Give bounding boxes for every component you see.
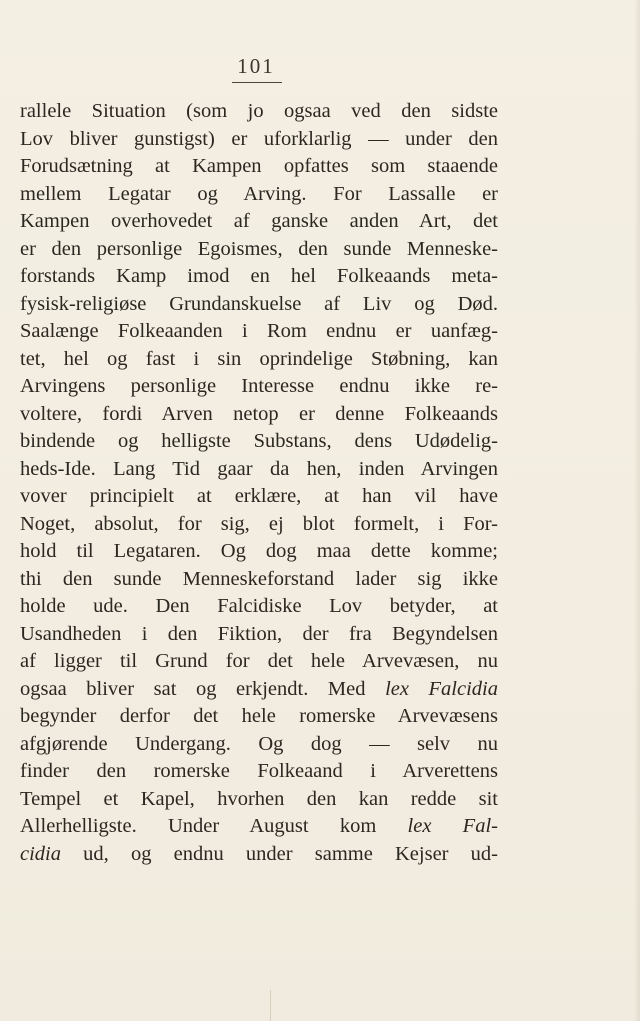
text-line	[20, 98, 498, 126]
text-segment: ud, og endnu under samme Kejser ud-	[61, 842, 498, 865]
text-segment: begynder derfor det hele romerske Arvevæsens	[20, 705, 498, 727]
text-line	[20, 208, 498, 236]
text-line	[20, 676, 498, 704]
text-segment: finder den romerske Folkeaand i Arverettens	[20, 760, 498, 782]
text-segment: Arvingens personlige Interesse endnu ikke re-	[20, 375, 498, 397]
text-line	[20, 153, 498, 181]
text-line	[20, 538, 498, 566]
text-line	[20, 621, 498, 649]
text-line	[20, 511, 498, 539]
text-segment: tet, hel og fast i sin oprindelige Støbning, kan	[20, 347, 498, 370]
text-segment: er den personlige Egoismes, den sunde Menneske-	[20, 237, 498, 260]
text-line	[20, 841, 498, 869]
text-line	[20, 648, 498, 676]
text-line	[20, 428, 498, 456]
text-segment: voltere, fordi Arven netop er denne Folkeaands	[20, 402, 498, 425]
page-number-rule	[232, 82, 282, 83]
text-line	[20, 373, 498, 401]
text-line	[20, 703, 498, 731]
text-segment: fysisk-religiøse Grundanskuelse af Liv og Død.	[20, 292, 498, 315]
text-segment: Tempel et Kapel, hvorhen den kan redde sit	[20, 787, 498, 810]
text-line	[20, 236, 498, 264]
text-line	[20, 181, 498, 209]
text-line	[20, 263, 498, 291]
text-segment: Allerhelligste. Under August kom	[20, 815, 408, 837]
text-segment: rallele Situation (som jo ogsaa ved den sidste	[20, 100, 498, 122]
text-line	[20, 346, 498, 374]
text-line	[20, 786, 498, 814]
text-segment: Noget, absolut, for sig, ej blot formelt, i For-	[20, 512, 498, 535]
text-segment: vover principielt at erklære, at han vil have	[20, 485, 498, 507]
text-segment: ogsaa bliver sat og erkjendt. Med	[20, 677, 386, 700]
text-segment: hold til Legataren. Og dog maa dette komme;	[20, 540, 498, 562]
text-segment: heds-Ide. Lang Tid gaar da hen, inden Arvingen	[20, 457, 498, 480]
text-segment: thi den sunde Menneskeforstand lader sig ikke	[20, 567, 498, 590]
italic-text: lex Fal-	[407, 815, 498, 837]
body-text	[20, 98, 498, 868]
text-segment: Lov bliver gunstigst) er uforklarlig — under den	[20, 127, 498, 150]
page-number: 101	[237, 54, 275, 78]
text-line	[20, 593, 498, 621]
italic-text: cidia	[20, 842, 61, 865]
text-segment: mellem Legatar og Arving. For Lassalle er	[20, 182, 498, 205]
text-line	[20, 566, 498, 594]
gutter-mark	[270, 990, 271, 1021]
text-segment: holde ude. Den Falcidiske Lov betyder, at	[20, 595, 498, 617]
text-line	[20, 758, 498, 786]
text-line	[20, 291, 498, 319]
text-line	[20, 731, 498, 759]
text-segment: Forudsætning at Kampen opfattes som staaende	[20, 155, 498, 177]
text-line	[20, 456, 498, 484]
page-edge-shadow	[634, 0, 640, 1021]
text-segment: bindende og helligste Substans, dens Udødelig-	[20, 430, 498, 452]
text-line	[20, 126, 498, 154]
italic-text: lex Falcidia	[385, 677, 498, 700]
text-line	[20, 318, 498, 346]
text-segment: af ligger til Grund for det hele Arvevæsen, nu	[20, 650, 498, 672]
text-line	[20, 813, 498, 841]
text-segment: Kampen overhovedet af ganske anden Art, det	[20, 210, 498, 232]
text-segment: forstands Kamp imod en hel Folkeaands meta-	[20, 265, 498, 287]
text-segment: Saalænge Folkeaanden i Rom endnu er uanfæg-	[20, 320, 498, 342]
text-segment: afgjørende Undergang. Og dog — selv nu	[20, 732, 498, 755]
text-line	[20, 483, 498, 511]
text-segment: Usandheden i den Fiktion, der fra Begyndelsen	[20, 622, 498, 645]
text-line	[20, 401, 498, 429]
